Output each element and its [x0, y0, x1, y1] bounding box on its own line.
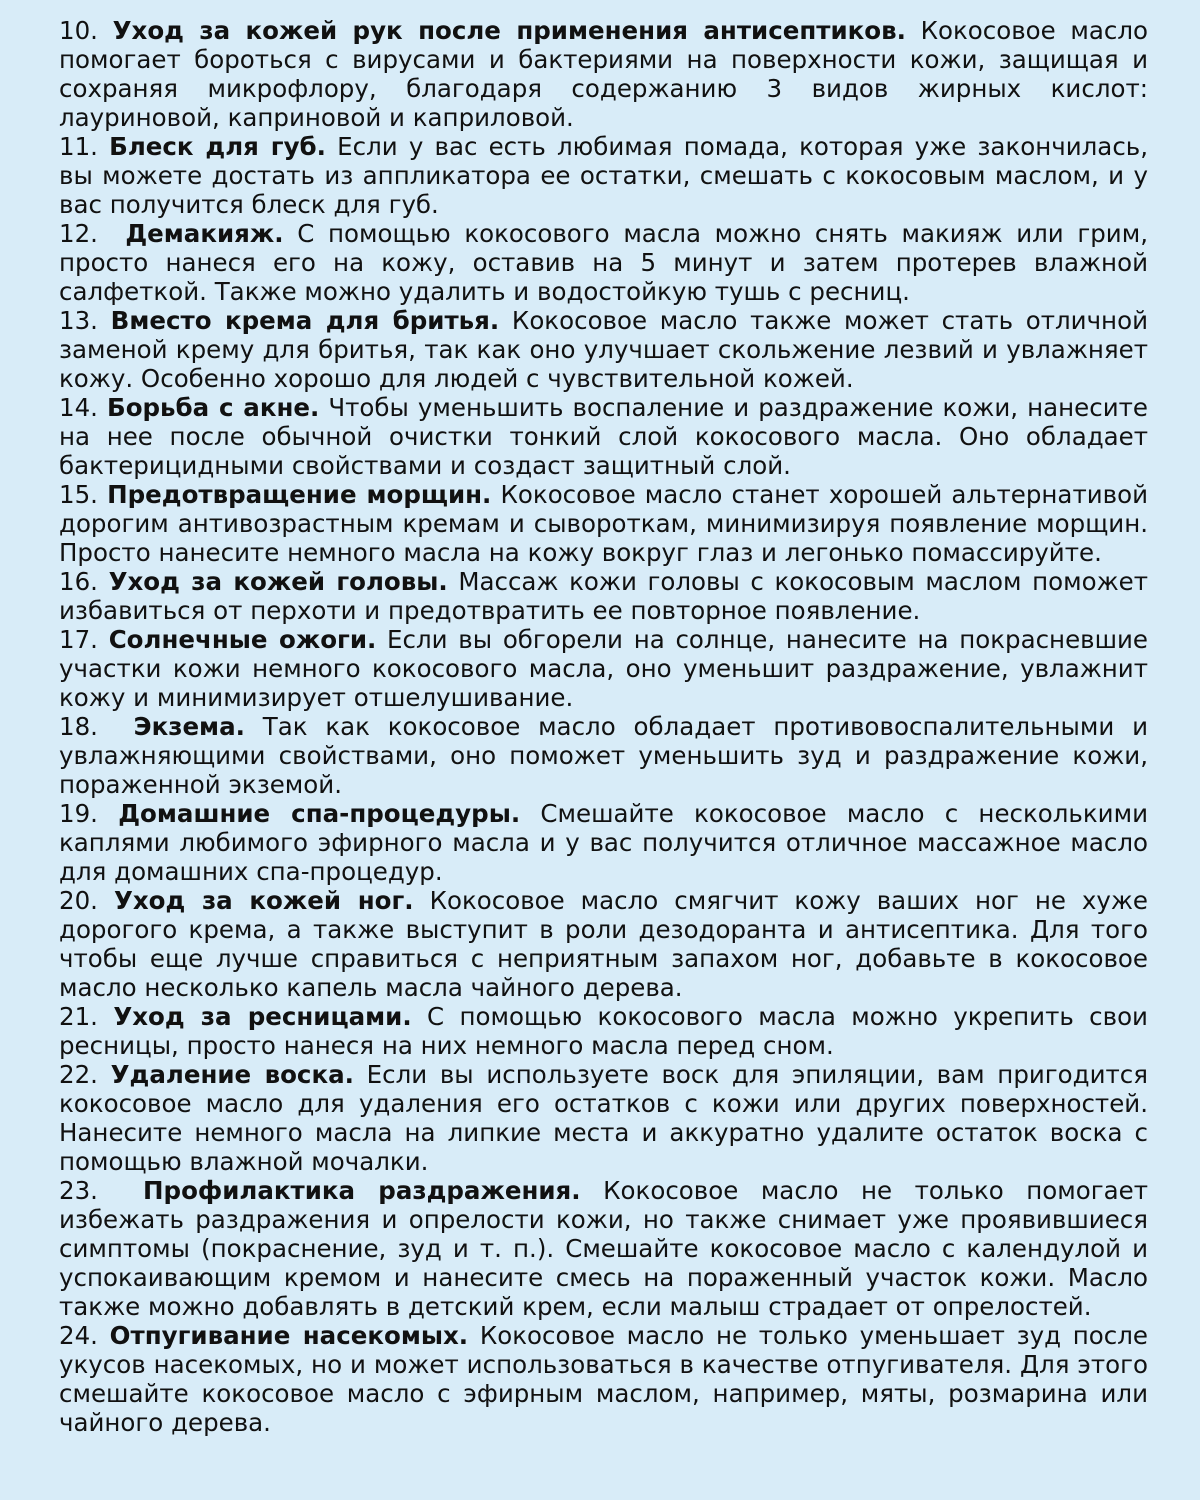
item-title: Блеск для губ.: [109, 132, 326, 161]
item-text: Смешайте кокосовое масло с несколькими каплями любимого эфирного масла и у вас получится отличное массажное масло для домашних спа-процедур.: [59, 799, 1148, 886]
item-text: Если у вас есть любимая помада, которая уже закончилась, вы можете достать из аппликатора ее остатки, смешать с кокосовым маслом, и у вас получится блеск для губ.: [59, 132, 1149, 219]
item-number: 22.: [59, 1060, 98, 1089]
item-number: 16.: [59, 567, 98, 596]
item-title: Домашние спа-процедуры.: [118, 799, 521, 828]
item-number: 17.: [59, 625, 98, 654]
item-number: 18.: [59, 712, 98, 741]
list-item-16: [59, 567, 1148, 625]
item-number: 13.: [59, 306, 98, 335]
item-text: Кокосовое масло не только уменьшает зуд после укусов насекомых, но и может использоваться в качестве отпугивателя. Для этого смешайте кокосовое масло с эфирным маслом, например, мяты, розмарина или чайного дерева.: [59, 1321, 1148, 1437]
list-item-10: [59, 16, 1148, 132]
item-title: Профилактика раздражения.: [143, 1176, 581, 1205]
item-number: 23.: [59, 1176, 98, 1205]
list-item-23: [59, 1176, 1148, 1321]
item-text: Кокосовое масло также может стать отличной заменой крему для бритья, так как оно улучшает скольжение лезвий и увлажняет кожу. Особенно хорошо для людей с чувствительной кожей.: [59, 306, 1148, 393]
list-item-12: [59, 219, 1148, 306]
item-number: 12.: [59, 219, 98, 248]
item-title: Отпугивание насекомых.: [109, 1321, 469, 1350]
list-item-20: [59, 886, 1148, 1002]
item-text: С помощью кокосового масла можно укрепить свои ресницы, просто нанеся на них немного масла перед сном.: [59, 1002, 1148, 1060]
item-title: Удаление воска.: [110, 1060, 354, 1089]
item-title: Уход за кожей головы.: [108, 567, 448, 596]
item-title: Уход за ресницами.: [113, 1002, 412, 1031]
item-text: Кокосовое масло не только помогает избежать раздражения и опрелости кожи, но также снимает уже проявившиеся симптомы (покраснение, зуд и т. п.). Смешайте кокосовое масло с календулой и успокаивающим кремом и нанесите смесь на пораженный участок кожи. Масло также можно добавлять в детский крем, если малыш страдает от опрелостей.: [59, 1176, 1148, 1321]
item-number: 19.: [59, 799, 98, 828]
item-text: Чтобы уменьшить воспаление и раздражение кожи, нанесите на нее после обычной очистки тонкий слой кокосового масла. Оно обладает бактерицидными свойствами и создаст защитный слой.: [59, 393, 1148, 480]
list-item-17: [59, 625, 1148, 712]
list-item-14: [59, 393, 1148, 480]
item-text: Если вы обгорели на солнце, нанесите на покрасневшие участки кожи немного кокосового масла, оно уменьшит раздражение, увлажнит кожу и минимизирует отшелушивание.: [59, 625, 1148, 712]
item-number: 20.: [59, 886, 98, 915]
list-item-19: [59, 799, 1148, 886]
list-item-21: [59, 1002, 1148, 1060]
item-title: Предотвращение морщин.: [107, 480, 492, 509]
list-item-11: [59, 132, 1148, 219]
item-title: Экзема.: [133, 712, 245, 741]
item-number: 14.: [59, 393, 98, 422]
item-text: Так как кокосовое масло обладает противовоспалительными и увлажняющими свойствами, оно поможет уменьшить зуд и раздражение кожи, пораженной экземой.: [59, 712, 1149, 799]
list-item-15: [59, 480, 1148, 567]
item-number: 11.: [59, 132, 98, 161]
item-number: 21.: [59, 1002, 98, 1031]
item-text: Кокосовое масло помогает бороться с вирусами и бактериями на поверхности кожи, защищая и сохраняя микрофлору, благодаря содержанию 3 видов жирных кислот: лауриновой, каприновой и каприловой.: [59, 16, 1148, 132]
item-number: 10.: [59, 16, 98, 45]
item-title: Борьба с акне.: [107, 393, 320, 422]
item-number: 24.: [59, 1321, 98, 1350]
item-text: Массаж кожи головы с кокосовым маслом поможет избавиться от перхоти и предотвратить ее повторное появление.: [59, 567, 1148, 625]
item-title: Уход за кожей рук после применения антисептиков.: [112, 16, 906, 45]
item-text: С помощью кокосового масла можно снять макияж или грим, просто нанеся его на кожу, оставив на 5 минут и затем протерев влажной салфеткой. Также можно удалить и водостойкую тушь с ресниц.: [59, 219, 1148, 306]
list-item-13: [59, 306, 1148, 393]
item-title: Демакияж.: [125, 219, 284, 248]
item-text: Если вы используете воск для эпиляции, вам пригодится кокосовое масло для удаления его остатков с кожи или других поверхностей. Нанесите немного масла на липкие места и аккуратно удалите остаток воска с помощью влажной мочалки.: [59, 1060, 1148, 1176]
item-number: 15.: [59, 480, 98, 509]
item-title: Уход за кожей ног.: [113, 886, 414, 915]
item-title: Вместо крема для бритья.: [110, 306, 500, 335]
list-item-18: [59, 712, 1148, 799]
item-text: Кокосовое масло смягчит кожу ваших ног не хуже дорогого крема, а также выступит в роли дезодоранта и антисептика. Для того чтобы еще лучше справиться с неприятным запахом ног, добавьте в кокосовое масло несколько капель масла чайного дерева.: [59, 886, 1149, 1002]
list-item-22: [59, 1060, 1148, 1176]
list-item-24: [59, 1321, 1148, 1437]
item-text: Кокосовое масло станет хорошей альтернативой дорогим антивозрастным кремам и сывороткам, минимизируя появление морщин. Просто нанесите немного масла на кожу вокруг глаз и легонько помассируйте.: [59, 480, 1148, 567]
item-title: Солнечные ожоги.: [108, 625, 377, 654]
